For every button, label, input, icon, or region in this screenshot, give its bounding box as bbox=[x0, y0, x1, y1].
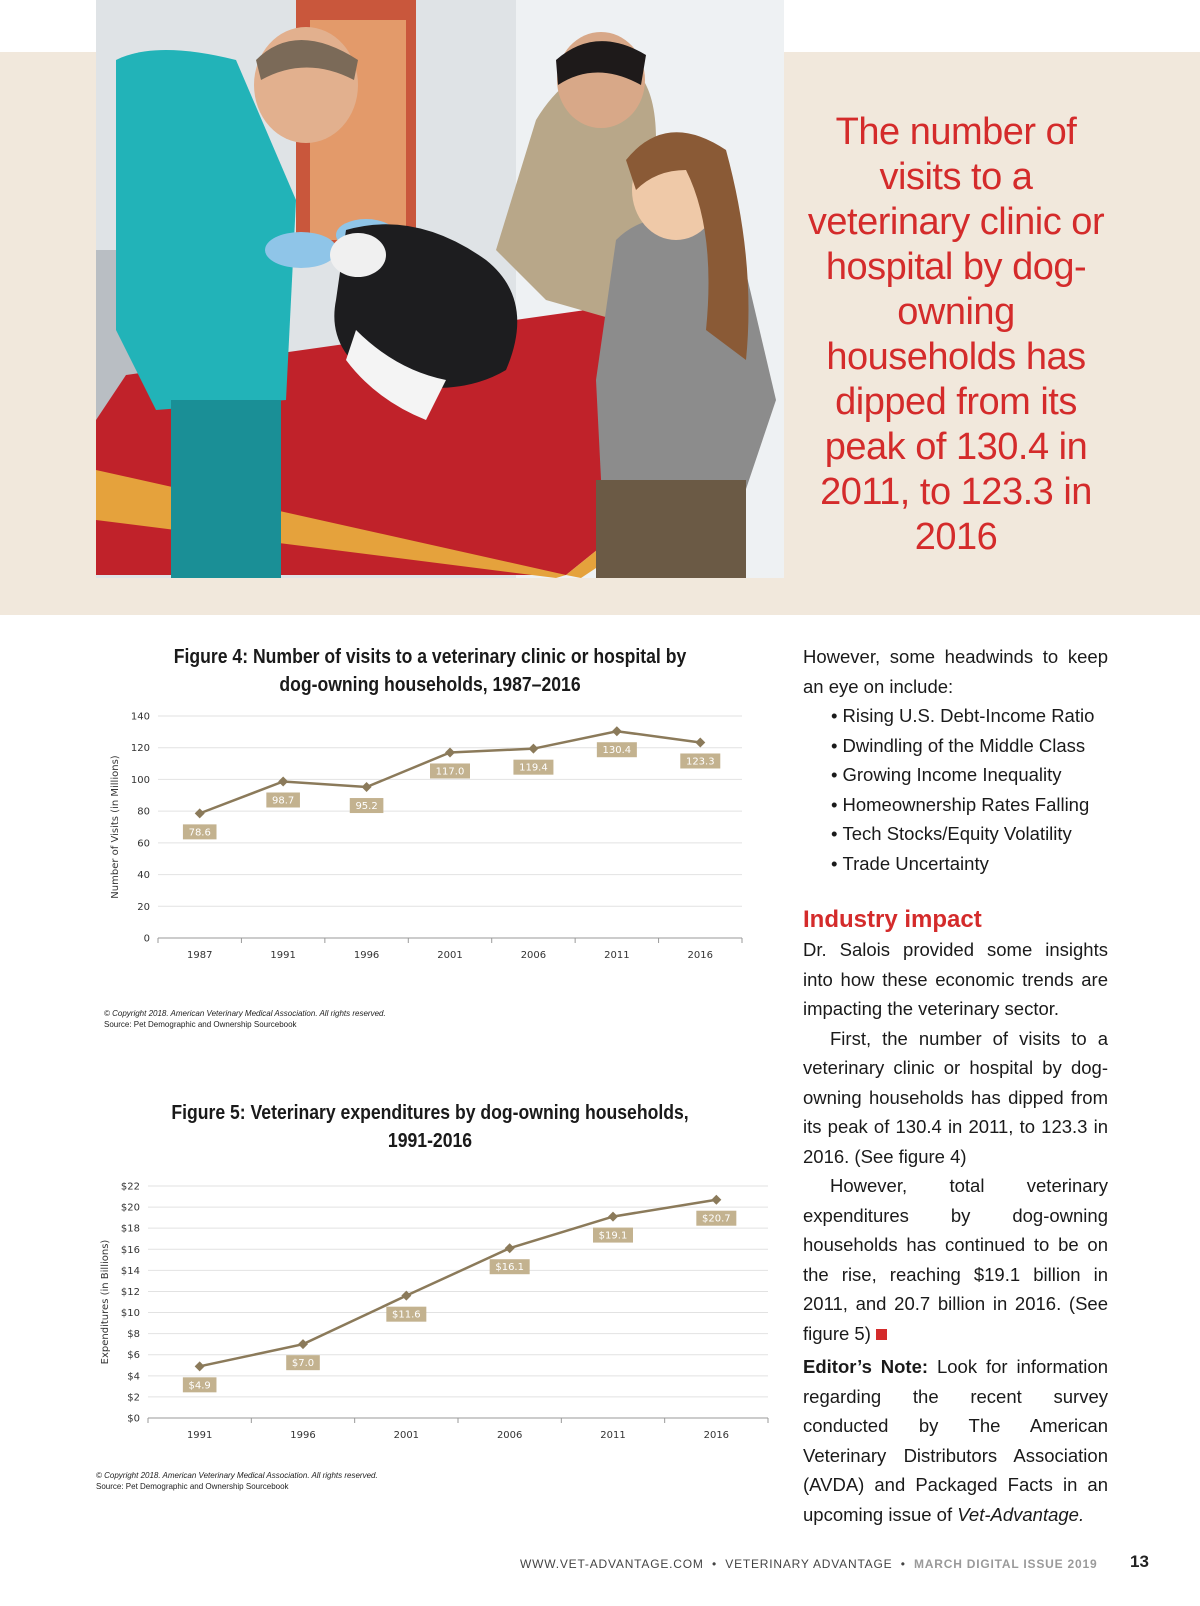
figure-5-x-tick-label: 1996 bbox=[290, 1430, 316, 1441]
figure-5-x-tick-label: 2011 bbox=[600, 1430, 626, 1441]
figure-5-credit bbox=[96, 1470, 378, 1492]
figure-4-y-tick-label: 0 bbox=[143, 933, 150, 945]
figure-4-data-point bbox=[195, 808, 205, 818]
figure-4-x-tick-label: 1996 bbox=[353, 950, 380, 961]
figure-5-y-tick-label: $18 bbox=[120, 1223, 140, 1235]
figure-4-y-tick-label: 80 bbox=[137, 806, 150, 818]
figure-5-y-tick-label: $0 bbox=[127, 1413, 140, 1425]
figure-4-x-tick-label: 2001 bbox=[437, 950, 463, 961]
paragraph-3: However, total veterinary expenditures by dog-owning households has continued to be on the rise, reaching $19.1 billion in 2011, and 20.7 billion in 2016. (See figure 5) bbox=[803, 1175, 1108, 1344]
section-heading: Industry impact bbox=[803, 906, 982, 933]
footer-issue: MARCH DIGITAL ISSUE 2019 bbox=[914, 1557, 1098, 1571]
figure-4-data-point bbox=[362, 782, 372, 792]
figure-5-source: Source: Pet Demographic and Ownership Sourcebook bbox=[96, 1482, 289, 1491]
figure-5-data-point bbox=[711, 1195, 721, 1205]
figure-4-data-point bbox=[528, 744, 538, 754]
headwinds-intro: However, some headwinds to keep an eye on include: bbox=[803, 646, 1108, 697]
figure-5-data-point bbox=[401, 1291, 411, 1301]
figure-5-y-tick-label: $4 bbox=[127, 1371, 140, 1383]
figure-5-data-label: $4.9 bbox=[188, 1380, 211, 1392]
figure-4-credit bbox=[104, 1008, 386, 1030]
paragraph-1: Dr. Salois provided some insights into how these economic trends are impacting the veterinary sector. bbox=[803, 939, 1108, 1019]
figure-4-x-tick-label: 2006 bbox=[520, 950, 547, 961]
figure-4-data-label: 98.7 bbox=[272, 795, 295, 807]
headwind-item: • Dwindling of the Middle Class bbox=[831, 731, 1108, 761]
headwind-item: • Rising U.S. Debt-Income Ratio bbox=[831, 701, 1108, 731]
editor-note-text: Look for information regarding the recent survey conducted by The American Veterinary Distributors Association (AVDA) and Packaged Facts in an upcoming issue of bbox=[803, 1356, 1108, 1525]
headwind-item: • Growing Income Inequality bbox=[831, 760, 1108, 790]
figure-4-data-point bbox=[278, 776, 288, 786]
figure-4-data-label: 130.4 bbox=[602, 745, 632, 757]
headwind-item: • Homeownership Rates Falling bbox=[831, 790, 1108, 820]
figure-4-y-tick-label: 20 bbox=[137, 901, 150, 913]
figure-4-x-tick-label: 2016 bbox=[687, 950, 714, 961]
figure-5-data-point bbox=[195, 1361, 205, 1371]
page-number: 13 bbox=[1130, 1552, 1149, 1571]
figure-4-source: Source: Pet Demographic and Ownership Sourcebook bbox=[104, 1020, 297, 1029]
figure-5-data-label: $20.7 bbox=[702, 1213, 731, 1225]
figure-4-y-tick-label: 40 bbox=[137, 870, 150, 882]
figure-5-title: Figure 5: Veterinary expenditures by dog-owning households, 1991-2016 bbox=[171, 1102, 689, 1152]
paragraph-2: First, the number of visits to a veterinary clinic or hospital by dog-owning households has dipped from its peak of 130.4 in 2011, to 123.3 in 2016. (See figure 4) bbox=[803, 1027, 1108, 1167]
figure-4-data-point bbox=[445, 747, 455, 757]
figure-5-y-axis-label: Expenditures (in Billions) bbox=[100, 1239, 111, 1365]
figure-5-data-label: $16.1 bbox=[495, 1262, 524, 1274]
footer-magazine: VETERINARY ADVANTAGE bbox=[725, 1557, 893, 1571]
figure-5-x-tick-label: 2006 bbox=[496, 1430, 523, 1441]
editor-note-label: Editor’s Note: bbox=[803, 1356, 929, 1377]
figure-5-y-tick-label: $8 bbox=[127, 1329, 140, 1341]
figure-5-data-label: $7.0 bbox=[291, 1358, 315, 1370]
figure-5-y-tick-label: $22 bbox=[120, 1181, 140, 1193]
figure-5-y-tick-label: $14 bbox=[120, 1265, 140, 1277]
figure-4-data-label: 95.2 bbox=[355, 801, 378, 813]
headwinds-list bbox=[803, 701, 1108, 878]
end-mark-icon bbox=[876, 1329, 887, 1340]
figure-4-x-tick-label: 1987 bbox=[186, 950, 213, 961]
publication-name: Vet-Advantage. bbox=[957, 1503, 1085, 1525]
figure-5-y-tick-label: $12 bbox=[120, 1286, 140, 1298]
figure-4-chart bbox=[100, 702, 770, 987]
page-footer bbox=[520, 1557, 1098, 1571]
figure-4-data-label: 123.3 bbox=[685, 756, 715, 768]
figure-5-y-tick-label: $10 bbox=[120, 1308, 140, 1320]
pull-quote: The number of visits to a veterinary clinic or hospital by dog-owning households has dipped from its peak of 130.4 in 2011, to 123.3 in 2016 bbox=[807, 111, 1105, 558]
footer-separator: • bbox=[900, 1557, 906, 1571]
figure-4-y-tick-label: 140 bbox=[130, 711, 150, 723]
figure-5-y-tick-label: $2 bbox=[127, 1392, 140, 1404]
article-column-top bbox=[803, 642, 1108, 878]
editor-note bbox=[803, 1352, 1108, 1529]
figure-4-copyright: © Copyright 2018. American Veterinary Medical Association. All rights reserved. bbox=[104, 1009, 386, 1018]
figure-4-y-tick-label: 120 bbox=[130, 743, 150, 755]
figure-5-x-tick-label: 2016 bbox=[703, 1430, 730, 1441]
figure-4-x-tick-label: 1991 bbox=[270, 950, 296, 961]
figure-5-copyright: © Copyright 2018. American Veterinary Medical Association. All rights reserved. bbox=[96, 1471, 378, 1480]
footer-separator: • bbox=[711, 1557, 717, 1571]
figure-5-x-tick-label: 2001 bbox=[393, 1430, 420, 1441]
figure-4-data-point bbox=[695, 737, 705, 747]
figure-4-y-tick-label: 60 bbox=[137, 838, 150, 850]
figure-4-data-label: 119.4 bbox=[519, 762, 548, 774]
figure-5-data-point bbox=[298, 1339, 308, 1349]
figure-4-data-label: 78.6 bbox=[188, 827, 211, 839]
footer-site: WWW.VET-ADVANTAGE.COM bbox=[520, 1557, 704, 1571]
figure-5-x-tick-label: 1991 bbox=[186, 1430, 213, 1441]
figure-4-data-point bbox=[612, 726, 622, 736]
figure-5-data-point bbox=[505, 1243, 515, 1253]
headwind-item: • Trade Uncertainty bbox=[831, 849, 1108, 879]
vet-exam-photo bbox=[96, 0, 784, 578]
figure-4-title: Figure 4: Number of visits to a veterinary clinic or hospital by dog-owning households, 1987–2016 bbox=[173, 646, 687, 696]
figure-5-y-tick-label: $6 bbox=[127, 1350, 140, 1362]
article-column-impact bbox=[803, 905, 1108, 1348]
headwind-item: • Tech Stocks/Equity Volatility bbox=[831, 819, 1108, 849]
figure-5-y-tick-label: $16 bbox=[120, 1244, 140, 1256]
figure-5-data-label: $19.1 bbox=[598, 1230, 628, 1242]
figure-5-y-tick-label: $20 bbox=[120, 1202, 140, 1214]
figure-4-data-label: 117.0 bbox=[435, 766, 465, 778]
figure-5-data-label: $11.6 bbox=[392, 1309, 421, 1321]
figure-4-y-axis-label: Number of Visits (in Millions) bbox=[110, 755, 121, 899]
figure-5-series-line bbox=[200, 1200, 717, 1370]
figure-5-chart bbox=[90, 1170, 780, 1450]
figure-4-y-tick-label: 100 bbox=[130, 774, 150, 786]
figure-4-x-tick-label: 2011 bbox=[604, 950, 630, 961]
figure-5-data-point bbox=[608, 1212, 618, 1222]
